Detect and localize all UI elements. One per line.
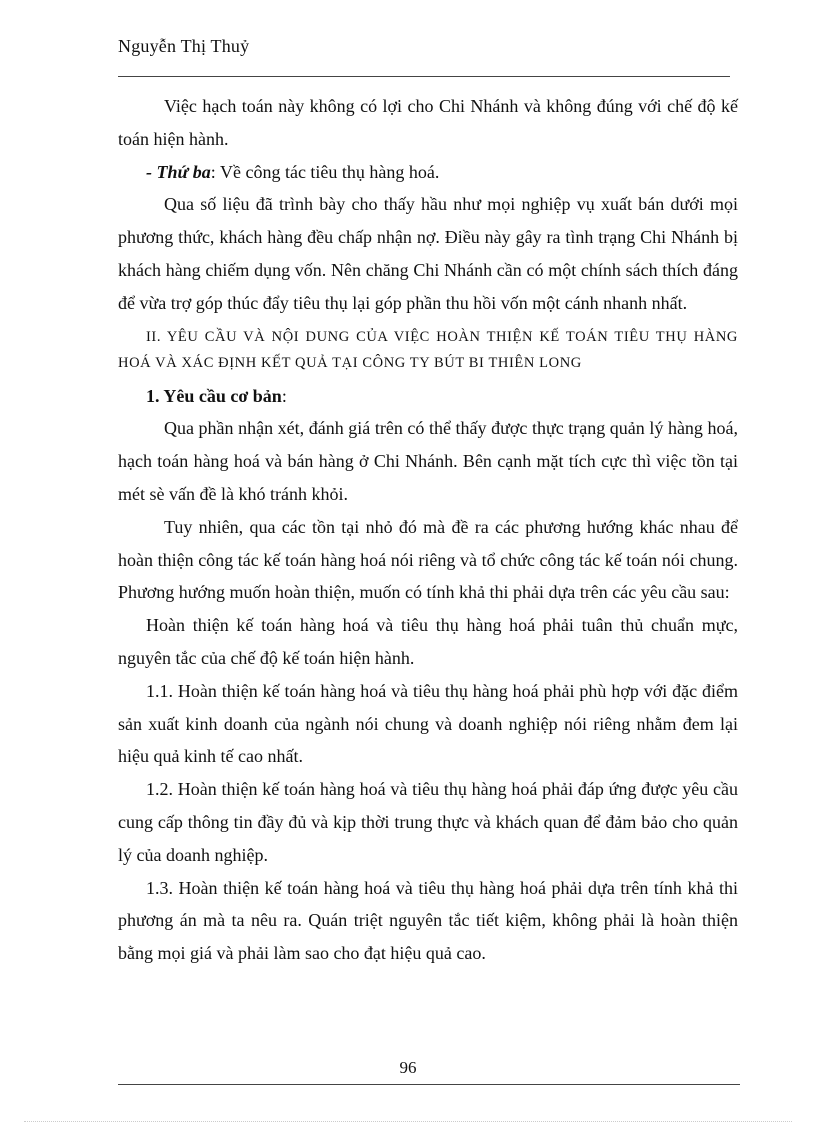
document-body (118, 90, 738, 970)
subheading-colon: : (281, 385, 287, 406)
footer-divider (118, 1084, 740, 1085)
paragraph-6: Hoàn thiện kế toán hàng hoá và tiêu thụ hàng hoá phải tuân thủ chuẩn mực, nguyên tắc của chế độ kế toán hiện hành. (118, 615, 738, 668)
thu-ba-lead: - Thứ ba (146, 161, 211, 182)
page-edge (24, 1121, 792, 1122)
paragraph-7: 1.1. Hoàn thiện kế toán hàng hoá và tiêu thụ hàng hoá phải phù hợp với đặc điểm sản xuất kinh doanh của ngành nói chung và doanh nghiệp nói riêng nhằm đem lại hiệu quả kinh tế cao nhất. (118, 680, 738, 767)
page-number: 96 (399, 1058, 417, 1077)
paragraph-9: 1.3. Hoàn thiện kế toán hàng hoá và tiêu thụ hàng hoá phải dựa trên tính khả thi phương án mà ta nêu ra. Quán triệt nguyên tắc tiết kiệm, không phải là hoàn thiện bằng mọi giá và phải làm sao cho đạt hiệu quả cao. (118, 877, 738, 964)
paragraph-4: Qua phần nhận xét, đánh giá trên có thể thấy được thực trạng quản lý hàng hoá, hạch toán hàng hoá và bán hàng ở Chi Nhánh. Bên cạnh mặt tích cực thì việc tồn tại mét sè vấn đề là khó tránh khỏi. (118, 418, 738, 504)
subheading-yeu-cau (118, 380, 738, 413)
header-divider (118, 76, 730, 77)
thu-ba-text: : Về công tác tiêu thụ hàng hoá. (210, 161, 440, 182)
subheading-bold: 1. Yêu cầu cơ bản (146, 385, 282, 406)
paragraph-8: 1.2. Hoàn thiện kế toán hàng hoá và tiêu thụ hàng hoá phải đáp ứng được yêu cầu cung cấp thông tin đầy đủ và kịp thời trung thực và khách quan để đảm bảo cho quản lý của doanh nghiệp. (118, 779, 738, 865)
paragraph-3: Qua số liệu đã trình bày cho thấy hầu như mọi nghiệp vụ xuất bán dưới mọi phương thức, khách hàng đều chấp nhận nợ. Điều này gây ra tình trạng Chi Nhánh bị khách hàng chiếm dụng vốn. Nên chăng Chi Nhánh cần có một chính sách thích đáng để vừa trợ góp thúc đẩy tiêu thụ lại góp phần thu hồi vốn một cánh nhanh nhất. (118, 194, 738, 313)
paragraph-thu-ba (118, 156, 738, 189)
paragraph-1: Việc hạch toán này không có lợi cho Chi Nhánh và không đúng với chế độ kế toán hiện hành. (118, 96, 738, 149)
paragraph-5: Tuy nhiên, qua các tồn tại nhỏ đó mà đề ra các phương hướng khác nhau để hoàn thiện công tác kế toán hàng hoá nói riêng và tổ chức công tác kế toán nói chung. Phương hướng muốn hoàn thiện, muốn có tính khả thi phải dựa trên các yêu cầu sau: (118, 516, 738, 603)
section-heading: II. YÊU CẦU VÀ NỘI DUNG CỦA VIỆC HOÀN THIỆN KẾ TOÁN TIÊU THỤ HÀNG HOÁ VÀ XÁC ĐỊNH KẾT QUẢ TẠI CÔNG TY BÚT BI THIÊN LONG (118, 328, 738, 371)
header-author: Nguyễn Thị Thuỷ (118, 36, 250, 56)
